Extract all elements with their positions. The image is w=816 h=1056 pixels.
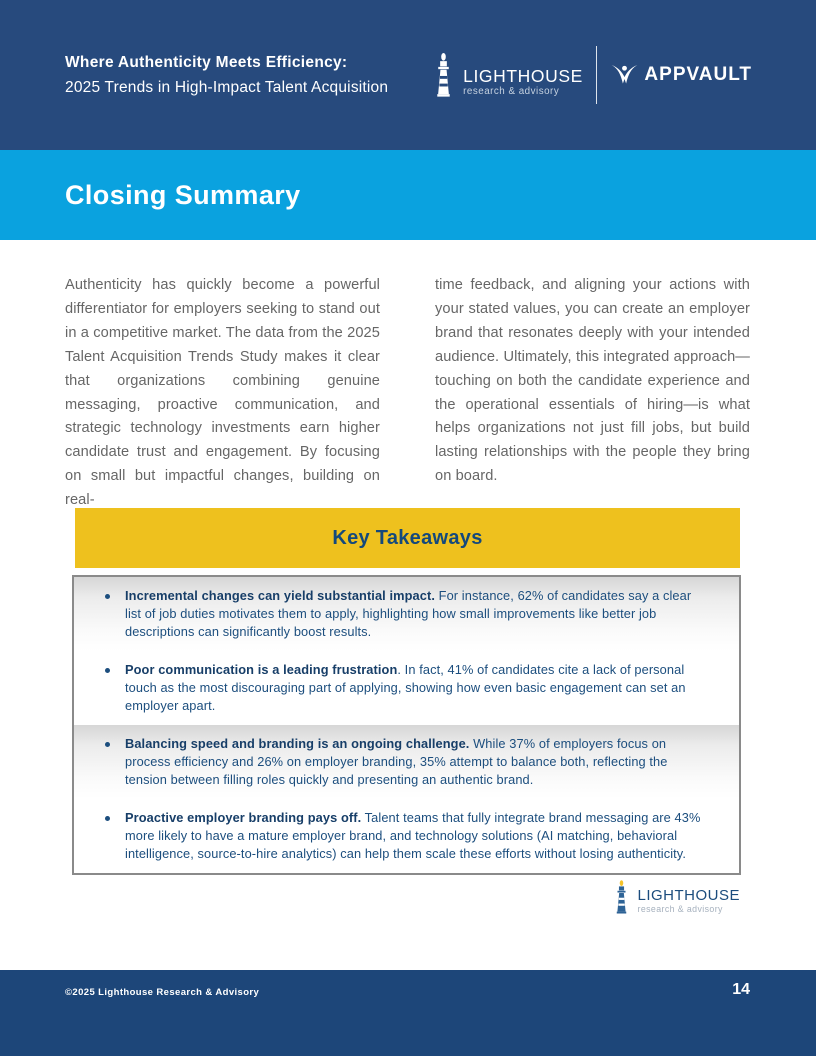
takeaway-detail: Talent teams that fully integrate brand messaging are 43% more likely to have a mature employer brand, and technology solutions (AI matching, behavioral intelligence, source-to-hire analytics) can help them scale these efforts without losing authenticity.	[125, 810, 701, 861]
takeaway-item	[74, 725, 739, 799]
takeaway-lead: Proactive employer branding pays off.	[125, 810, 362, 825]
lighthouse-logo-footer	[612, 880, 740, 914]
logo-divider	[596, 46, 598, 104]
takeaway-lead: Poor communication is a leading frustration	[125, 662, 398, 677]
lighthouse-name: LIGHTHOUSE	[463, 65, 583, 86]
takeaway-text	[125, 661, 709, 715]
bullet-dot-icon	[105, 594, 110, 599]
appvault-icon	[610, 64, 639, 87]
body-column-left: Authenticity has quickly become a powerful differentiator for employers seeking to stand out in a competitive market. The data from the 2025 Talent Acquisition Trends Study makes it clear that organizations combining genuine messaging, proactive communication, and strategic technology investments earn higher candidate trust and engagement. By focusing on small but impactful changes, building on real-	[65, 277, 380, 508]
takeaway-item	[74, 799, 739, 873]
takeaway-text	[125, 735, 709, 789]
section-band	[0, 150, 816, 240]
bullet-dot-icon	[105, 668, 110, 673]
lighthouse-icon	[612, 880, 631, 914]
lighthouse-wordmark	[463, 65, 583, 98]
takeaway-text	[125, 809, 709, 863]
takeaway-text	[125, 587, 709, 641]
lighthouse-logo	[431, 53, 583, 97]
lighthouse-tagline: research & advisory	[637, 904, 723, 915]
bullet-dot-icon	[105, 742, 110, 747]
lighthouse-name: LIGHTHOUSE	[637, 887, 740, 905]
header-logos	[431, 46, 752, 104]
report-title: Where Authenticity Meets Efficiency:	[65, 53, 348, 71]
takeaway-detail: While 37% of employers focus on process efficiency and 26% on employer branding, 35% attempt to balance both, reflecting the tension between filling roles quickly and presenting an authentic brand.	[125, 736, 668, 787]
section-title: Closing Summary	[65, 179, 301, 210]
takeaway-item	[74, 577, 739, 651]
appvault-name: APPVAULT	[644, 64, 752, 85]
body-column-right: time feedback, and aligning your actions with your stated values, you can create an employer brand that resonates deeply with your intended audience. Ultimately, this integrated approach—touching on both the candidate experience and the operational essentials of hiring—is what helps organizations not just fill jobs, but build lasting relationships with the people they bring on board.	[435, 277, 750, 485]
takeaway-lead: Incremental changes can yield substantial impact.	[125, 588, 435, 603]
copyright-text: ©2025 Lighthouse Research & Advisory	[65, 987, 260, 998]
page-header	[0, 0, 816, 150]
key-takeaways-banner	[75, 508, 740, 568]
takeaway-item	[74, 651, 739, 725]
lighthouse-icon	[431, 53, 456, 97]
takeaway-lead: Balancing speed and branding is an ongoing challenge.	[125, 736, 470, 751]
lighthouse-wordmark	[637, 888, 740, 914]
appvault-logo	[610, 64, 752, 87]
bullet-dot-icon	[105, 816, 110, 821]
report-title-block	[65, 54, 388, 97]
page-footer	[0, 970, 816, 1056]
report-subtitle: 2025 Trends in High-Impact Talent Acquisition	[65, 78, 389, 96]
lighthouse-tagline: research & advisory	[463, 86, 560, 98]
key-takeaways-box	[72, 575, 741, 875]
body-columns	[0, 240, 816, 508]
takeaway-detail: For instance, 62% of candidates say a clear list of job duties motivates them to apply, highlighting how small improvements like better job descriptions can significantly boost results.	[125, 588, 692, 639]
takeaway-detail: . In fact, 41% of candidates cite a lack of personal touch as the most discouraging part of applying, showing how even basic engagement can set an employer apart.	[125, 662, 686, 713]
key-takeaways-title: Key Takeaways	[332, 526, 483, 549]
page-number: 14	[732, 981, 750, 998]
